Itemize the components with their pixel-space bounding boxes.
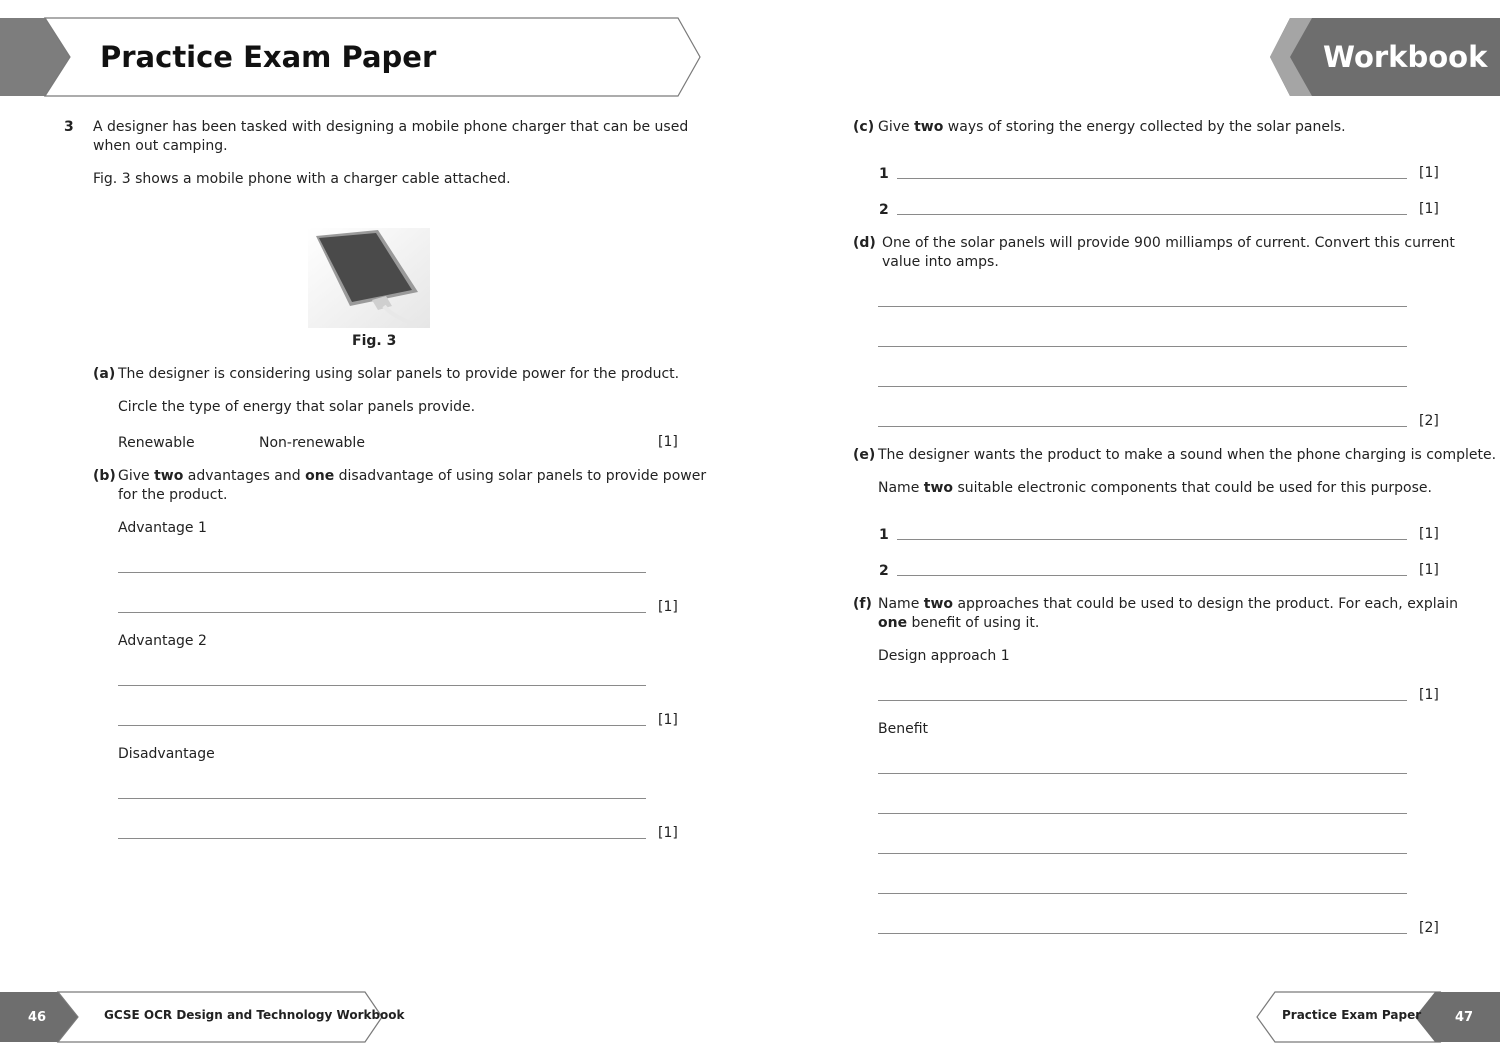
part-a-marks: [1] xyxy=(658,434,678,450)
answer-line[interactable] xyxy=(118,685,646,686)
answer-line[interactable] xyxy=(897,178,1407,179)
footer-left-page-number: 46 xyxy=(28,1010,47,1025)
part-b-marks-2: [1] xyxy=(658,712,678,728)
answer-line[interactable] xyxy=(118,572,646,573)
header-right-title: Workbook xyxy=(1323,40,1488,74)
question-intro-line-1: A designer has been tasked with designing a mobile phone charger that can be used xyxy=(93,119,689,135)
part-e-instruction: Name two suitable electronic components that could be used for this purpose. xyxy=(878,480,1432,496)
question-intro-line-2: when out camping. xyxy=(93,138,228,154)
advantage-1-label: Advantage 1 xyxy=(118,520,207,536)
answer-line[interactable] xyxy=(878,306,1407,307)
answer-line[interactable] xyxy=(878,933,1407,934)
part-d-text-line-2: value into amps. xyxy=(882,254,999,270)
answer-line[interactable] xyxy=(118,725,646,726)
answer-line[interactable] xyxy=(878,386,1407,387)
part-c-marks-1: [1] xyxy=(1419,165,1439,181)
answer-line[interactable] xyxy=(878,700,1407,701)
answer-line[interactable] xyxy=(118,798,646,799)
question-number: 3 xyxy=(64,119,74,135)
part-c-label: (c) xyxy=(853,119,875,135)
design-approach-label: Design approach 1 xyxy=(878,648,1010,664)
part-d-text-line-1: One of the solar panels will provide 900 milliamps of current. Convert this current xyxy=(882,235,1455,251)
part-f-label: (f) xyxy=(853,596,872,612)
part-d-marks: [2] xyxy=(1419,413,1439,429)
answer-line[interactable] xyxy=(118,838,646,839)
part-c-text: Give two ways of storing the energy collected by the solar panels. xyxy=(878,119,1346,135)
answer-line[interactable] xyxy=(878,773,1407,774)
disadvantage-label: Disadvantage xyxy=(118,746,215,762)
part-e-marks-2: [1] xyxy=(1419,562,1439,578)
answer-line[interactable] xyxy=(878,346,1407,347)
answer-line[interactable] xyxy=(878,426,1407,427)
part-e-marks-1: [1] xyxy=(1419,526,1439,542)
figure-reference-text: Fig. 3 shows a mobile phone with a charger cable attached. xyxy=(93,171,511,187)
part-e-text: The designer wants the product to make a sound when the phone charging is complete. xyxy=(878,447,1497,463)
part-f-marks-2: [2] xyxy=(1419,920,1439,936)
benefit-label: Benefit xyxy=(878,721,929,737)
part-c-marks-2: [1] xyxy=(1419,201,1439,217)
answer-line[interactable] xyxy=(897,539,1407,540)
part-c-answer-2-number: 2 xyxy=(879,202,889,218)
part-b-label: (b) xyxy=(93,468,116,484)
answer-line[interactable] xyxy=(878,813,1407,814)
answer-line[interactable] xyxy=(897,214,1407,215)
advantage-2-label: Advantage 2 xyxy=(118,633,207,649)
part-f-text-line-2: one benefit of using it. xyxy=(878,615,1040,631)
part-b-text-line-2: for the product. xyxy=(118,487,228,503)
part-f-marks-1: [1] xyxy=(1419,687,1439,703)
answer-line[interactable] xyxy=(878,853,1407,854)
part-f-text-line-1: Name two approaches that could be used to design the product. For each, explain xyxy=(878,596,1458,612)
part-a-instruction: Circle the type of energy that solar panels provide. xyxy=(118,399,476,415)
part-a-text: The designer is considering using solar panels to provide power for the product. xyxy=(118,366,680,382)
part-e-answer-1-number: 1 xyxy=(879,527,889,543)
part-e-label: (e) xyxy=(853,447,876,463)
part-b-marks-1: [1] xyxy=(658,599,678,615)
part-a-label: (a) xyxy=(93,366,116,382)
footer-right-page-number: 47 xyxy=(1455,1010,1474,1025)
part-b-marks-3: [1] xyxy=(658,825,678,841)
header-left-title: Practice Exam Paper xyxy=(100,40,437,74)
part-c-answer-1-number: 1 xyxy=(879,166,889,182)
part-b-text-line-1: Give two advantages and one disadvantage of using solar panels to provide power xyxy=(118,468,707,484)
footer-left-book-title: GCSE OCR Design and Technology Workbook xyxy=(104,1008,405,1022)
option-renewable[interactable]: Renewable xyxy=(118,435,195,451)
answer-line[interactable] xyxy=(118,612,646,613)
figure-caption: Fig. 3 xyxy=(352,333,397,349)
part-d-label: (d) xyxy=(853,235,876,251)
part-e-answer-2-number: 2 xyxy=(879,563,889,579)
answer-line[interactable] xyxy=(878,893,1407,894)
answer-line[interactable] xyxy=(897,575,1407,576)
option-non-renewable[interactable]: Non-renewable xyxy=(259,435,365,451)
footer-right-section-title: Practice Exam Paper xyxy=(1282,1008,1422,1022)
